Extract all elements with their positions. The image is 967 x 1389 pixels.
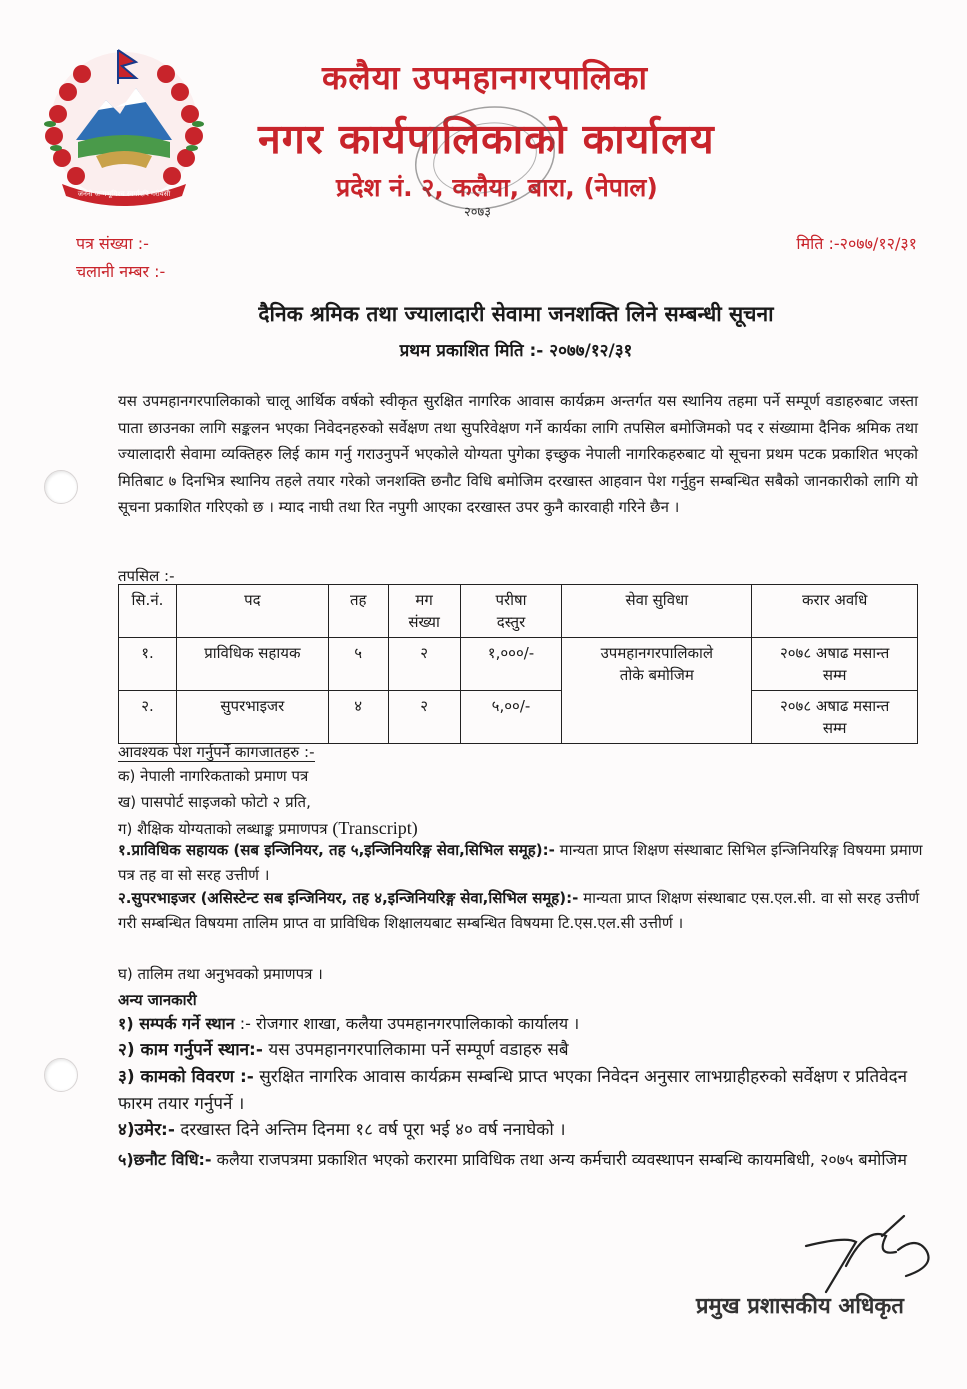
svg-text:जननी जन्मभूमिश्च स्वर्गादपि गर: जननी जन्मभूमिश्च स्वर्गादपि गरीयसी <box>77 190 171 198</box>
office-stamp-seal <box>400 100 570 225</box>
cell-demand: २ <box>388 691 460 744</box>
header-term: करार अवधि <box>752 585 918 638</box>
cell-level: ४ <box>328 691 388 744</box>
qualification-item: २.सुपरभाइजर (असिस्टेन्ट सब इन्जिनियर, तह ४,इन्जिनियरिङ्ग सेवा,सिभिल समूह):- मान्यता प्राप्त शिक्षण संस्थाबाट एस.एल.सी. वा सो सरह उत्तीर्ण गरी सम्बन्धित विषयमा तालिम प्राप्त वा प्राविधिक शिक्षालयबाट सम्बन्धित विषयमा टि.एस.एल.सी उत्तीर्ण । <box>118 889 920 932</box>
notice-subtitle: प्रथम प्रकाशित मिति :- २०७७/१२/३१ <box>399 341 633 361</box>
header-facility: सेवा सुविधा <box>562 585 752 638</box>
documents-heading: आवश्यक पेश गर्नुपर्ने कागजातहरु :- <box>118 743 315 761</box>
info-item: ५)छनौट विधि:- कलैया राजपत्रमा प्रकाशित भएको करारमा प्राविधिक तथा अन्य कर्मचारी व्यवस्थापन सम्बन्धि कायमबिधी, २०७५ बमोजिम <box>118 1150 907 1169</box>
header-fee: परीषा दस्तुर <box>460 585 562 638</box>
cell-post: सुपरभाइजर <box>176 691 328 744</box>
header-office-name: नगर कार्यपालिकाको कार्यालय <box>258 115 715 163</box>
notice-body: यस उपमहानगरपालिकाको चालू आर्थिक वर्षको स्वीकृत सुरक्षित नागरिक आवास कार्यक्रम अन्तर्गत यस स्थानिय तहमा पर्ने सम्पूर्ण वडाहरुबाट जस्ता पाता छाउनका लागि सङ्कलन भएका निवेदनहरुको सर्वेक्षण तथा सुपरिवेक्षण गर्ने कार्यका लागि तपसिल बमोजिमको पद र संख्यामा दैनिक श्रमिक तथा ज्यालादारी सेवामा व्यक्तिहरु लिई काम गर्नु गराउनुपर्ने भएकोले योग्यता पुगेका इच्छुक नेपाली नागरिकहरुबाट यो सूचना प्रथम पटक प्रकाशित भएको मितिबाट ७ दिनभित्र स्थानिय तहले तयार गरेको जनशक्ति छनौट विधि बमोजिम दरखास्त आहवान पेश गर्नुहुन सम्बन्धित सबैको जानकारीको लागि यो सूचना प्रकाशित गरिएको छ । म्याद नाघी तथा रित नपुगी आएका दरखास्त उपर कुनै कारवाही गरिने छैन । <box>118 392 918 516</box>
letter-number-label: पत्र संख्या :- <box>76 234 149 253</box>
info-item: २) काम गर्नुपर्ने स्थान:- यस उपमहानगरपालिकामा पर्ने सम्पूर्ण वडाहरु सबै <box>118 1040 569 1060</box>
notice-title: दैनिक श्रमिक तथा ज्यालादारी सेवामा जनशक्ति लिने सम्बन्धी सूचना <box>258 302 774 326</box>
info-item: १) सम्पर्क गर्ने स्थान :- रोजगार शाखा, कलैया उपमहानगरपालिकाको कार्यालय । <box>118 1014 580 1033</box>
punch-hole <box>44 470 78 504</box>
document-item: घ) तालिम तथा अनुभवको प्रमाणपत्र । <box>118 965 323 983</box>
info-item: ४)उमेर:- दरखास्त दिने अन्तिम दिनमा १८ वर्ष पूरा भई ४० वर्ष ननाघेको । <box>118 1120 566 1140</box>
table-header-row <box>119 585 918 638</box>
details-label: तपसिल :- <box>118 567 175 585</box>
header-sn: सि.नं. <box>119 585 177 638</box>
punch-hole <box>44 1058 78 1092</box>
cell-term: २०७८ अषाढ मसान्त सम्म <box>752 691 918 744</box>
cell-facility: उपमहानगरपालिकाले तोके बमोजिम <box>562 638 752 744</box>
table-row <box>119 691 918 744</box>
nepal-emblem-logo <box>36 44 212 206</box>
qualification-item: १.प्राविधिक सहायक (सब इन्जिनियर, तह ५,इन्जिनियरिङ्ग सेवा,सिभिल समूह):- मान्यता प्राप्त शिक्षण संस्थाबाट सिभिल इन्जिनियरिङ्ग विषयमा प्रमाण पत्र तह वा सो सरह उत्तीर्ण । <box>118 841 923 884</box>
document-item: क) नेपाली नागरिकताको प्रमाण पत्र <box>118 767 309 785</box>
cell-demand: २ <box>388 638 460 691</box>
cell-sn: २. <box>119 691 177 744</box>
cell-sn: १. <box>119 638 177 691</box>
cell-level: ५ <box>328 638 388 691</box>
signatory-title: प्रमुख प्रशासकीय अधिकृत <box>696 1294 904 1319</box>
document-item: ख) पासपोर्ट साइजको फोटो २ प्रति, <box>118 793 311 811</box>
other-info-heading: अन्य जानकारी <box>118 991 197 1009</box>
svg-text:२०७३: २०७३ <box>464 205 492 220</box>
header-demand: मग संख्या <box>388 585 460 638</box>
header-municipality-name: कलैया उपमहानगरपालिका <box>322 58 649 97</box>
table-row <box>119 638 918 691</box>
header-address: प्रदेश नं. २, कलैया, बारा, (नेपाल) <box>336 173 658 202</box>
notice-date: मिति :-२०७७/१२/३१ <box>796 234 917 253</box>
posts-table <box>118 584 918 744</box>
cell-term: २०७८ अषाढ मसान्त सम्म <box>752 638 918 691</box>
info-item: ३) कामको विवरण :- सुरक्षित नागरिक आवास कार्यक्रम सम्बन्धि प्राप्त भएका निवेदन अनुसार लाभग्राहीहरुको सर्वेक्षण र प्रतिवेदन फारम तयार गर्नुपर्ने । <box>118 1067 908 1114</box>
document-item: ग) शैक्षिक योग्यताको लब्धाङ्क प्रमाणपत्र (Transcript) <box>118 818 418 838</box>
cell-fee: १,०००/- <box>460 638 562 691</box>
dispatch-number-label: चलानी नम्बर :- <box>76 262 166 281</box>
header-post: पद <box>176 585 328 638</box>
header-level: तह <box>328 585 388 638</box>
cell-post: प्राविधिक सहायक <box>176 638 328 691</box>
cell-fee: ५,००/- <box>460 691 562 744</box>
